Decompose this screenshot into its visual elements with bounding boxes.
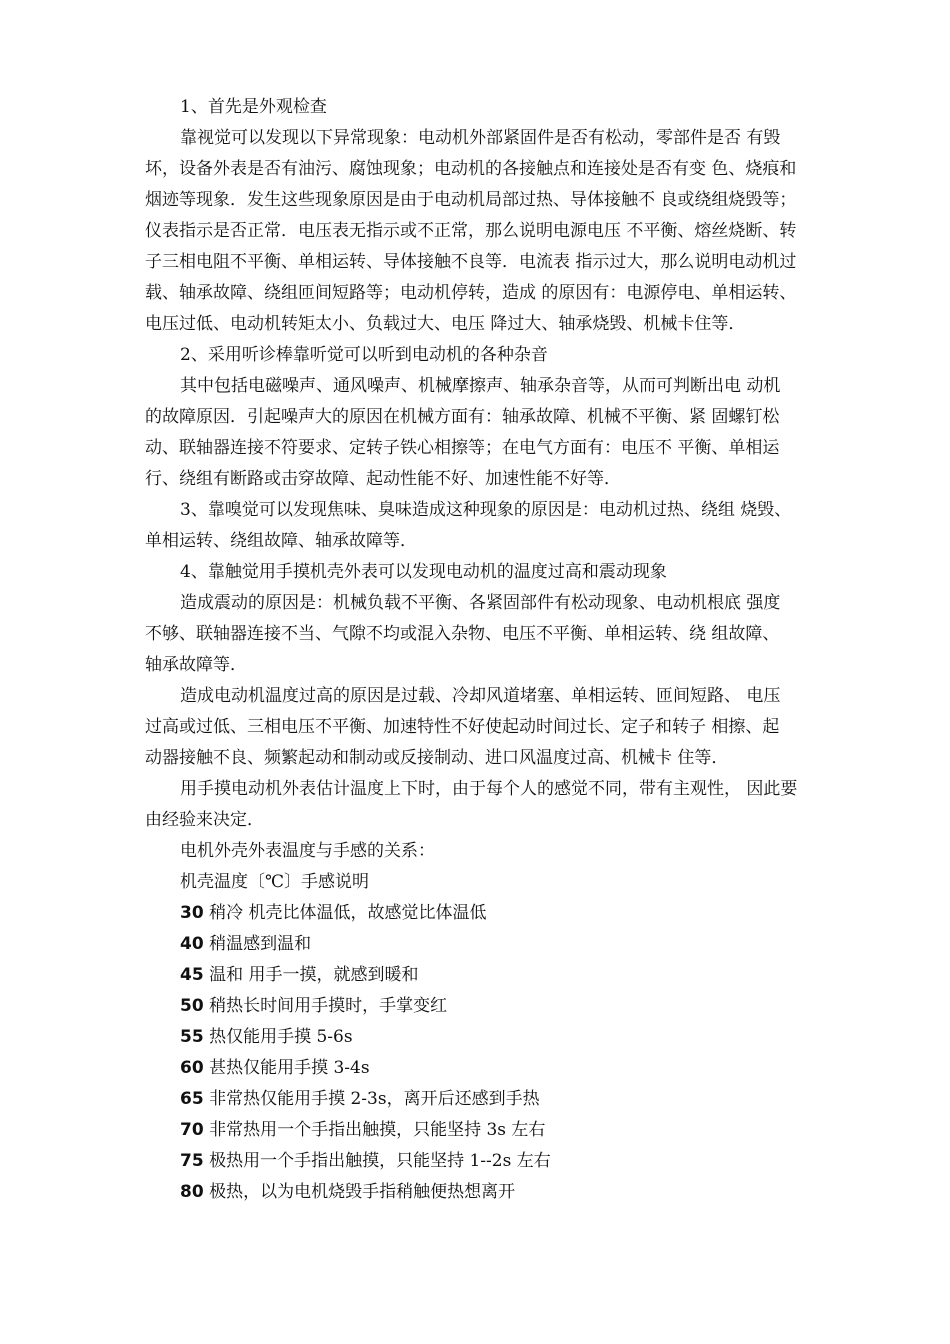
table-row	[145, 1053, 870, 1084]
table-row	[145, 1177, 870, 1208]
temp-value: 55	[180, 1027, 204, 1047]
paragraph-line: 的故障原因．引起噪声大的原因在机械方面有：轴承故障、机械不平衡、紧 固螺钉松	[145, 407, 780, 427]
paragraph-line: 动器接触不良、频繁起动和制动或反接制动、进口风温度过高、机械卡 住等．	[145, 748, 729, 768]
paragraph-line: 轴承故障等．	[145, 655, 247, 675]
feel-description: 温和 用手一摸，就感到暖和	[203, 965, 419, 985]
feel-description: 稍热长时间用手摸时，手掌变红	[203, 996, 448, 1016]
temp-value: 45	[180, 965, 204, 985]
paragraph-line: 坏，设备外表是否有油污、腐蚀现象；电动机的各接触点和连接处是否有变 色、烧痕和	[145, 159, 797, 179]
table-row	[145, 960, 870, 991]
table-row	[145, 1146, 870, 1177]
temp-value: 30	[180, 903, 204, 923]
feel-description: 极热用一个手指出触摸，只能坚持 1--2s 左右	[203, 1151, 551, 1171]
paragraph-line: 子三相电阻不平衡、单相运转、导体接触不良等．电流表 指示过大，那么说明电动机过	[145, 252, 797, 272]
temp-value: 40	[180, 934, 204, 954]
paragraph-line: 用手摸电动机外表估计温度上下时，由于每个人的感觉不同，带有主观性， 因此要	[180, 779, 798, 799]
paragraph-line: 由经验来决定．	[145, 810, 264, 830]
temp-value: 70	[180, 1120, 204, 1140]
feel-description: 非常热用一个手指出触摸，只能坚持 3s 左右	[203, 1120, 546, 1140]
table-row	[145, 1022, 870, 1053]
paragraph-line: 电机外壳外表温度与手感的关系：	[180, 841, 435, 861]
temp-value: 75	[180, 1151, 204, 1171]
feel-description: 极热，以为电机烧毁手指稍触便热想离开	[203, 1182, 516, 1202]
feel-description: 稍冷 机壳比体温低，故感觉比体温低	[203, 903, 487, 923]
paragraph-line: 仪表指示是否正常．电压表无指示或不正常，那么说明电源电压 不平衡、熔丝烧断、转	[145, 221, 797, 241]
feel-description: 非常热仅能用手摸 2-3s，离开后还感到手热	[203, 1089, 540, 1109]
paragraph-line: 动、联轴器连接不符要求、定转子铁心相擦等；在电气方面有：电压不 平衡、单相运	[145, 438, 780, 458]
paragraph-line: 造成震动的原因是：机械负载不平衡、各紧固部件有松动现象、电动机根底 强度	[180, 593, 781, 613]
section-3-heading: 3、靠嗅觉可以发现焦味、臭味造成这种现象的原因是：电动机过热、绕组 烧毁、	[180, 500, 792, 520]
paragraph-line: 不够、联轴器连接不当、气隙不均或混入杂物、电压不平衡、单相运转、绕 组故障、	[145, 624, 780, 644]
table-row	[145, 898, 870, 929]
paragraph-line: 电压过低、电动机转矩太小、负载过大、电压 降过大、轴承烧毁、机械卡住等．	[145, 314, 746, 334]
paragraph-line: 烟迹等现象．发生这些现象原因是由于电动机局部过热、导体接触不 良或绕组烧毁等；	[145, 190, 797, 210]
paragraph-line: 靠视觉可以发现以下异常现象：电动机外部紧固件是否有松动，零部件是否 有毁	[180, 128, 781, 148]
section-2-heading: 2、采用听诊棒靠听觉可以听到电动机的各种杂音	[180, 345, 548, 365]
table-row	[145, 991, 870, 1022]
feel-description: 甚热仅能用手摸 3-4s	[203, 1058, 370, 1078]
temperature-table	[145, 867, 870, 1208]
table-row	[145, 1084, 870, 1115]
paragraph-line: 单相运转、绕组故障、轴承故障等．	[145, 531, 417, 551]
feel-description: 稍温感到温和	[203, 934, 312, 954]
paragraph-line: 造成电动机温度过高的原因是过载、冷却风道堵塞、单相运转、匝间短路、 电压	[180, 686, 781, 706]
table-row	[145, 929, 870, 960]
feel-description: 热仅能用手摸 5-6s	[203, 1027, 353, 1047]
paragraph-line: 载、轴承故障、绕组匝间短路等；电动机停转，造成 的原因有：电源停电、单相运转、	[145, 283, 797, 303]
paragraph-line: 行、绕组有断路或击穿故障、起动性能不好、加速性能不好等．	[145, 469, 621, 489]
table-header: 机壳温度〔℃〕手感说明	[180, 872, 370, 892]
temp-value: 65	[180, 1089, 204, 1109]
temp-value: 80	[180, 1182, 204, 1202]
table-row	[145, 1115, 870, 1146]
section-1-heading: 1、首先是外观检查	[180, 97, 327, 117]
paragraph-line: 过高或过低、三相电压不平衡、加速特性不好使起动时间过长、定子和转子 相擦、起	[145, 717, 780, 737]
temp-value: 60	[180, 1058, 204, 1078]
paragraph-line: 其中包括电磁噪声、通风噪声、机械摩擦声、轴承杂音等，从而可判断出电 动机	[180, 376, 781, 396]
section-4-heading: 4、靠触觉用手摸机壳外表可以发现电动机的温度过高和震动现象	[180, 562, 667, 582]
temp-value: 50	[180, 996, 204, 1016]
